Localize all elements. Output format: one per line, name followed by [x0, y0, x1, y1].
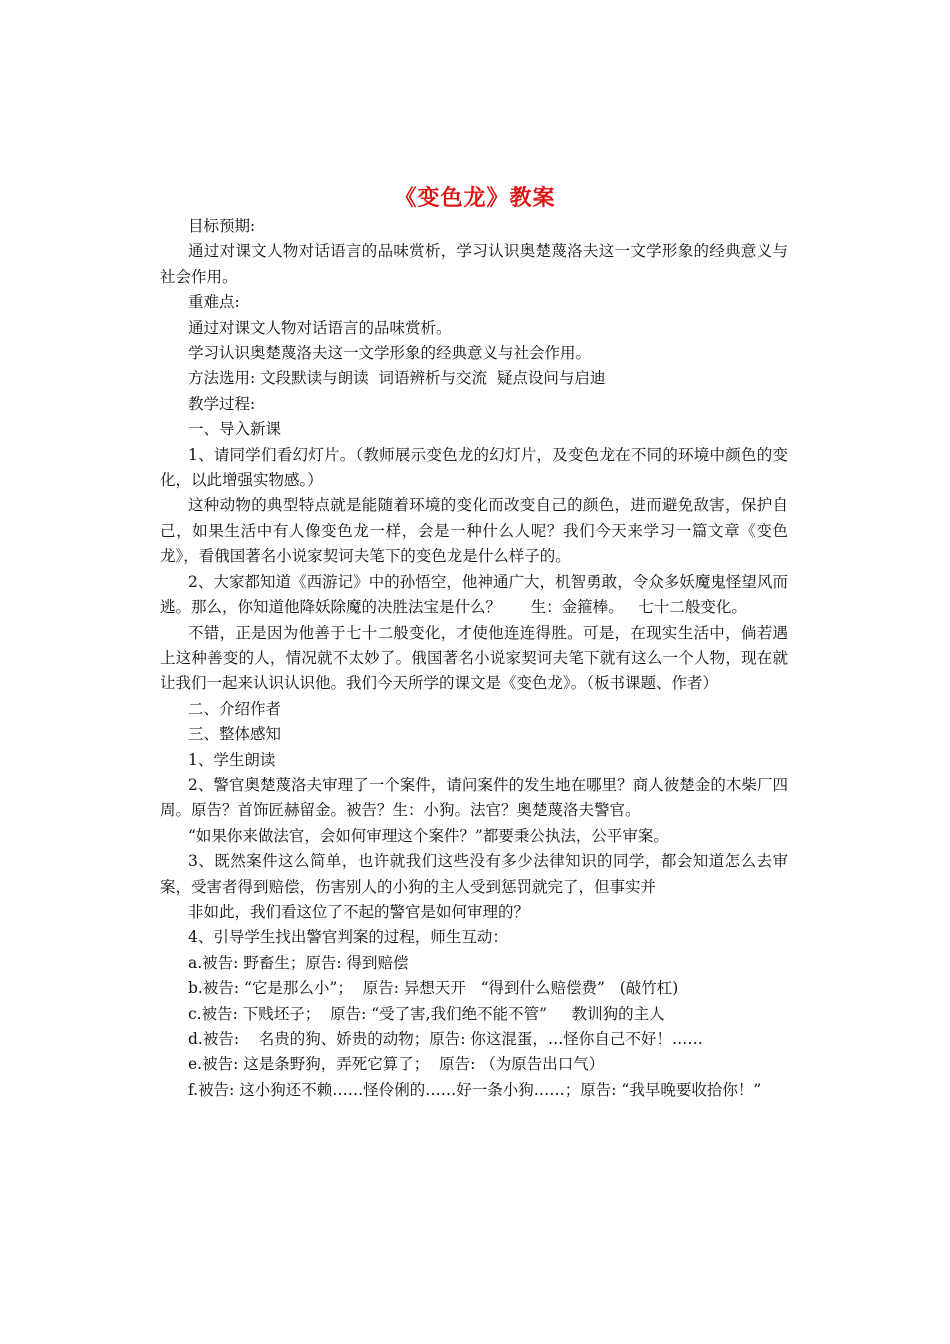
list-item-d: d.被告: 名贵的狗、娇贵的动物；原告: 你这混蛋，…怪你自己不好！…… — [188, 1030, 703, 1048]
heading-overall: 三、整体感知 — [188, 725, 282, 744]
paragraph-case-simple: 3、既然案件这么简单，也许就我们这些没有多少法律知识的同学，都会知道怎么去审案，受害者得到赔偿，伤害别人的小狗的主人受到惩罚就完了，但事实并 — [160, 852, 788, 896]
list-item-c: c.被告: 下贱坯子； 原告: “受了害,我们绝不能不管” 教训狗的主人 — [188, 1004, 665, 1023]
list-item-b: b.被告: “它是那么小”； 原告: 异想天开 “得到什么赔偿费” (敲竹杠) — [188, 979, 679, 998]
section-label-goals: 目标预期: — [188, 217, 256, 235]
paragraph-chameleon-traits: 这种动物的典型特点就是能随着环境的变化而改变自己的颜色，进而避免敌害，保护自己，如果生活中有人像变色龙一样，会是一种什么人呢？我们今天来学习一篇文章《变色龙》，看俄国著名小说家契诃夫笔下的变色龙是什么样子的。 — [160, 496, 788, 566]
document-title: 《变色龙》教案 — [394, 186, 556, 211]
paragraph-read-aloud: 1、学生朗读 — [188, 750, 276, 769]
paragraph-journey-west: 2、大家都知道《西游记》中的孙悟空，他神通广大，机智勇敢，令众多妖魔鬼怪望风而逃。那么，你知道他降妖除魔的决胜法宝是什么？ 生：金箍棒。 七十二般变化。 — [160, 572, 788, 617]
document-body — [160, 214, 788, 1103]
section-label-process: 教学过程: — [188, 394, 256, 413]
section-label-key-points: 重难点: — [188, 293, 240, 312]
list-item-f: f.被告: 这小狗还不赖……怪伶俐的……好一条小狗……；原告: “我早晚要收拾你！” — [188, 1080, 762, 1099]
paragraph-goals: 通过对课文人物对话语言的品味赏析，学习认识奥楚蔑洛夫这一文学形象的经典意义与社会作用。 — [160, 242, 788, 286]
paragraph-transition: 不错，正是因为他善于七十二般变化，才使他连连得胜。可是，在现实生活中，倘若遇上这种善变的人，情况就不太妙了。俄国著名小说家契诃夫笔下就有这么一个人物，现在就让我们一起来认识认识他。我们今天所学的课文是《变色龙》。（板书课题、作者） — [160, 623, 788, 693]
paragraph-guide-students: 4、引导学生找出警官判案的过程，师生互动： — [188, 928, 508, 947]
list-item-a: a.被告: 野畜生；原告: 得到赔偿 — [188, 953, 409, 972]
heading-intro: 一、导入新课 — [188, 420, 282, 439]
paragraph-judge-question: “如果你来做法官，会如何审理这个案件？”都要秉公执法，公平审案。 — [188, 826, 669, 845]
paragraph-slides: 1、请同学们看幻灯片。（教师展示变色龙的幻灯片，及变色龙在不同的环境中颜色的变化，以此增强实物感。） — [160, 445, 788, 490]
paragraph-key-point-1: 通过对课文人物对话语言的品味赏析。 — [188, 318, 452, 337]
paragraph-case-setting: 2、警官奥楚蔑洛夫审理了一个案件，请问案件的发生地在哪里？商人彼楚金的木柴厂四周。原告？首饰匠赫留金。被告？生：小狗。法官？奥楚蔑洛夫警官。 — [160, 775, 788, 820]
list-item-e: e.被告: 这是条野狗，弄死它算了； 原告: （为原告出口气） — [188, 1055, 605, 1074]
paragraph-key-point-2: 学习认识奥楚蔑洛夫这一文学形象的经典意义与社会作用。 — [188, 344, 592, 363]
paragraph-methods: 方法选用: 文段默读与朗读 词语辨析与交流 疑点设问与启迪 — [188, 369, 606, 388]
paragraph-case-continued: 非如此，我们看这位了不起的警官是如何审理的？ — [188, 902, 530, 921]
heading-author: 二、介绍作者 — [188, 699, 282, 718]
